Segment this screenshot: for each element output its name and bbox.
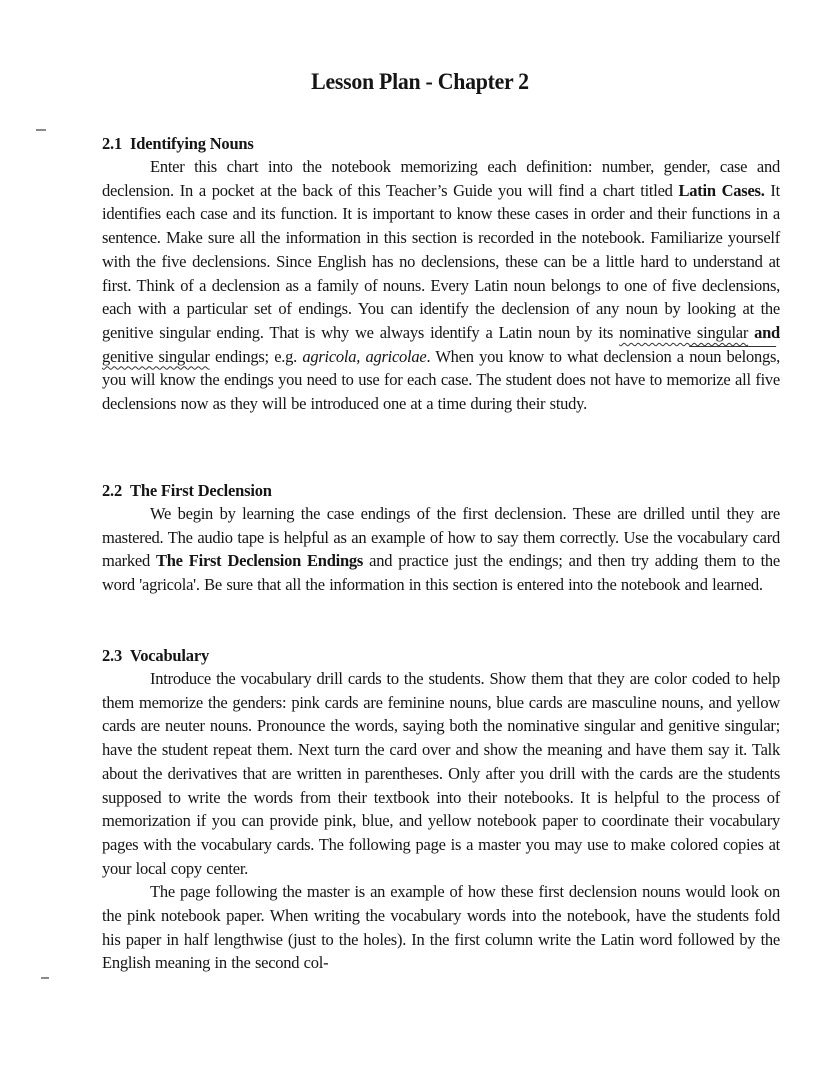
text-run: The page following the master is an example of how these first declension nouns would look on the pink notebook paper. When writing the vocabulary words into the notebook, have the students fold his paper in half lengthwise (just to the holes). In the first column write the Latin word followed by the English meaning in the second col- <box>102 882 780 973</box>
bold-text: and <box>748 322 780 342</box>
section-number: 2.3 <box>102 646 123 665</box>
text-run: It identifies each case and its function. It is important to know these cases in order and their functions in a sentence. Make sure all the information in this section is recorded in the notebook. Familiarize yourself with the five declensions. Since English has no declensions, these can be a little hard to understand at first. Think of a declension as a family of nouns. Every Latin noun belongs to one of five declensions, each with a particular set of endings. You can identify the declension of any noun by looking at the genitive singular ending. That is why we always identify a Latin noun by its <box>102 180 780 342</box>
bold-text: Latin Cases. <box>678 180 765 200</box>
section-title: Identifying Nouns <box>130 134 254 153</box>
section-title: Vocabulary <box>130 646 210 665</box>
text-run: endings; e.g. <box>209 346 303 366</box>
section-identifying-nouns <box>102 132 780 416</box>
handwritten-underline-text: nominative singular <box>619 322 749 342</box>
section-first-declension <box>102 479 780 597</box>
section-number: 2.1 <box>102 134 123 153</box>
section-vocabulary <box>102 644 780 975</box>
page-title: Lesson Plan - Chapter 2 <box>311 69 529 95</box>
paragraph <box>102 155 780 416</box>
text-run: Enter this chart into the notebook memorizing each definition: number, gender, case and declension. In a pocket at the back of this Teacher’s Guide you will find a chart titled <box>102 157 780 200</box>
text-run: and practice just the endings; and then try adding them to the word 'agricola'. Be sure that all the information in this section is entered into the notebook and learned. <box>102 551 780 595</box>
text-run: Introduce the vocabulary drill cards to the students. Show them that they are color coded to help them memorize the genders: pink cards are feminine nouns, blue cards are masculine nouns, and yellow cards are neuter nouns. Pronounce the words, saying both the nominative singular and genitive singular; have the student repeat them. Next turn the card over and show the meaning and have them say it. Talk about the derivatives that are written in parentheses. Only after you drill with the cards are the students supposed to write the words from their textbook into their notebooks. It is helpful to the process of memorization if you can provide pink, blue, and yellow notebook paper to coordinate their vocabulary pages with the vocabulary cards. The following page is a master you may use to make colored copies at your local copy center. <box>102 669 780 878</box>
section-title: The First Declension <box>130 481 272 500</box>
italic-text: agricola, agricolae <box>302 346 427 366</box>
paragraph <box>102 502 780 597</box>
scan-margin-mark <box>41 977 49 979</box>
section-heading <box>102 644 780 667</box>
text-run: . When you know to what declension a <box>426 346 690 366</box>
section-number: 2.2 <box>102 481 123 500</box>
section-heading <box>102 479 780 502</box>
paragraph <box>102 667 780 880</box>
paragraph <box>102 880 780 975</box>
handwritten-underline-text: genitive singular <box>102 346 210 366</box>
text-run: , you will know the endings you need to use for each case. The student does not have to memorize all five declensions now as they will be introduced one at a time during their study. <box>102 346 780 414</box>
scan-margin-mark <box>36 129 46 131</box>
handwritten-overline-text: noun belongs <box>689 346 777 366</box>
text-run: We begin by learning the case endings of the first declension. These are drilled until they are mastered. The audio tape is helpful as an example of how to say them correctly. Use the vocabulary card marked <box>102 504 780 571</box>
section-heading <box>102 132 780 155</box>
bold-text: The First Declension Endings <box>156 551 364 571</box>
